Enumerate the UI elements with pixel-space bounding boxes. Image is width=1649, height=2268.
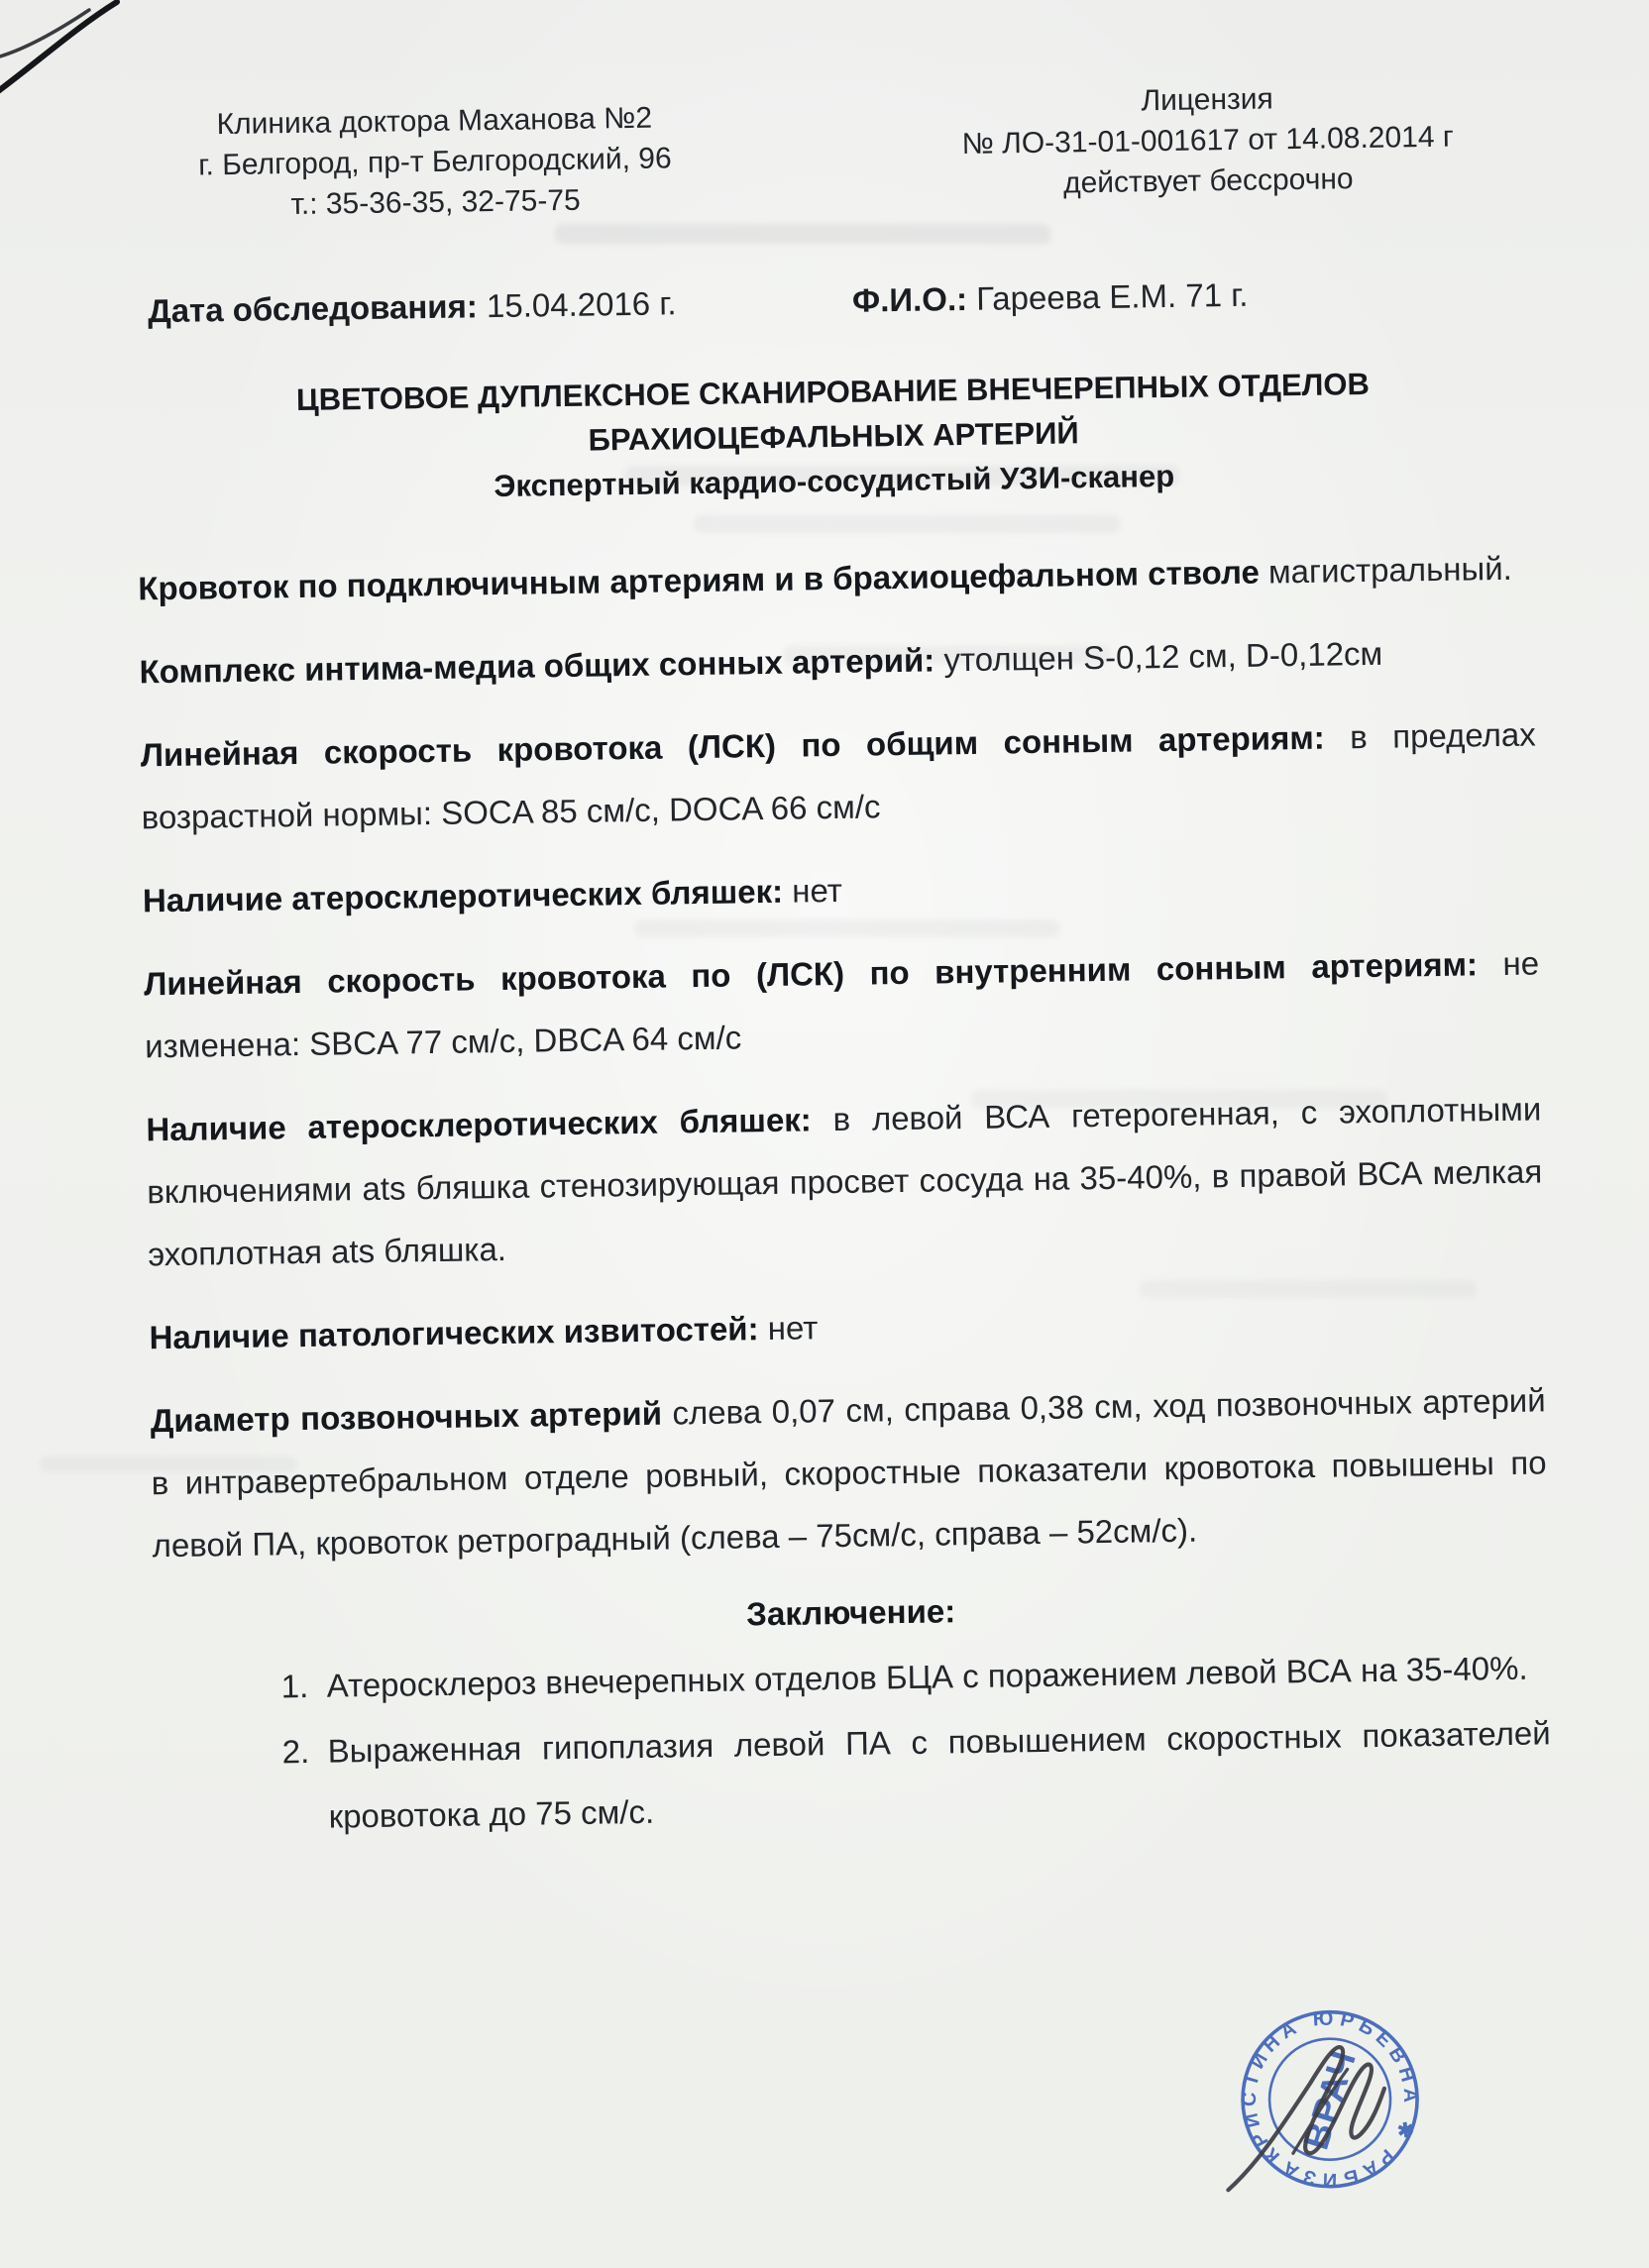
finding-value: утолщен S-0,12 см, D-0,12см: [943, 634, 1383, 679]
finding-label: Линейная скорость кровотока по (ЛСК) по внутренним сонным артериям:: [143, 945, 1479, 1003]
report-title: [135, 360, 1532, 514]
finding-value: нет: [791, 871, 843, 910]
clinic-phone: т.: 35-36-35, 32-75-75: [290, 183, 581, 222]
patient-name-value: Гареева Е.М. 71 г.: [975, 275, 1249, 317]
exam-info-row: [134, 272, 1529, 331]
stamp-inner-text: ВРАЧ: [1294, 2044, 1365, 2155]
finding-label: Наличие атеросклеротических бляшек:: [142, 872, 784, 919]
findings-section: [138, 537, 1548, 1577]
stamp-ring-text: КРИСТИНА ЮРЬЕВНА ✱ РАБИЗА: [1238, 2007, 1422, 2192]
finding-value: магистральный.: [1267, 549, 1513, 591]
finding-value: не изменена: SBCA 77 см/с, DBCA 64 см/с: [144, 944, 1540, 1065]
license-info-block: [939, 75, 1477, 205]
exam-date-label: Дата обследования:: [147, 287, 479, 330]
finding-value: в пределах возрастной нормы: SOCA 85 см/с, DOCA 66 см/с: [141, 715, 1536, 836]
patient-name-label: Ф.И.О.:: [851, 279, 968, 319]
report-title-line1: ЦВЕТОВОЕ ДУПЛЕКСНОЕ СКАНИРОВАНИЕ ВНЕЧЕРЕПНЫХ ОТДЕЛОВ: [295, 366, 1371, 417]
finding-label: Наличие атеросклеротических бляшек:: [146, 1101, 813, 1148]
finding-plaques-ica: [146, 1077, 1544, 1285]
conclusion-item-number: 2.: [281, 1732, 310, 1771]
finding-value: нет: [767, 1309, 819, 1348]
finding-cca-velocity: [140, 702, 1537, 848]
finding-label: Диаметр позвоночных артерий: [150, 1394, 663, 1440]
conclusion-item: [155, 1700, 1552, 1852]
finding-label: Наличие патологических извитостей:: [149, 1310, 759, 1356]
conclusion-list: [154, 1635, 1552, 1852]
finding-tortuosity: [149, 1285, 1545, 1368]
finding-intima-media: [139, 619, 1535, 702]
finding-label: Комплекс интима-медиа общих сонных артерий:: [139, 641, 935, 691]
document-header: [131, 82, 1528, 228]
clinic-address: г. Белгород, пр-т Белгородский, 96: [198, 142, 672, 182]
license-title: Лицензия: [1141, 82, 1274, 118]
clinic-info-block: [137, 96, 733, 227]
report-subtitle: Экспертный кардио-сосудистый УЗИ-сканер: [494, 458, 1175, 504]
conclusion-item-number: 1.: [280, 1667, 309, 1705]
finding-label: Линейная скорость кровотока (ЛСК) по общим сонным артериям:: [140, 718, 1325, 774]
clinic-name: Клиника доктора Маханова №2: [216, 101, 653, 142]
finding-vertebral-arteries: [150, 1368, 1548, 1576]
conclusion-item-text: Выраженная гипоплазия левой ПА с повышением скоростных показателей кровотока до 75 см/с.: [327, 1714, 1551, 1835]
document-content: [131, 82, 1558, 2246]
license-number: № ЛО-31-01-001617 от 14.08.2014 г: [961, 120, 1455, 162]
report-title-line2: БРАХИОЦЕФАЛЬНЫХ АРТЕРИЙ: [588, 415, 1079, 458]
finding-ica-velocity: [144, 931, 1541, 1077]
conclusion-heading: Заключение:: [745, 1592, 956, 1633]
doctor-stamp: [1221, 1991, 1438, 2208]
finding-plaques-cca: [143, 848, 1539, 931]
license-validity: действует бессрочно: [1062, 162, 1354, 200]
exam-date: [148, 282, 852, 331]
finding-subclavian-flow: [138, 537, 1534, 620]
conclusion-item-text: Атеросклероз внечерепных отделов БЦА с поражением левой ВСА на 35-40%.: [326, 1649, 1528, 1704]
finding-value: слева 0,07 см, справа 0,38 см, ход позвоночных артерий в интравертебральном отделе ровный, скоростные показатели кровотока повышены по левой ПА, кровоток ретроградный (слева – 75см/с, справа – 52см/с).: [151, 1381, 1547, 1565]
finding-value: в левой ВСА гетерогенная, с эхоплотными включениями ats бляшка стенозирующая просвет сосуда на 35-40%, в правой ВСА мелкая эхоплотная ats бляшка.: [147, 1090, 1543, 1273]
patient-name: [852, 272, 1530, 320]
finding-label: Кровоток по подключичным артериям и в брахиоцефальном стволе: [138, 553, 1261, 607]
exam-date-value: 15.04.2016 г.: [486, 284, 677, 325]
